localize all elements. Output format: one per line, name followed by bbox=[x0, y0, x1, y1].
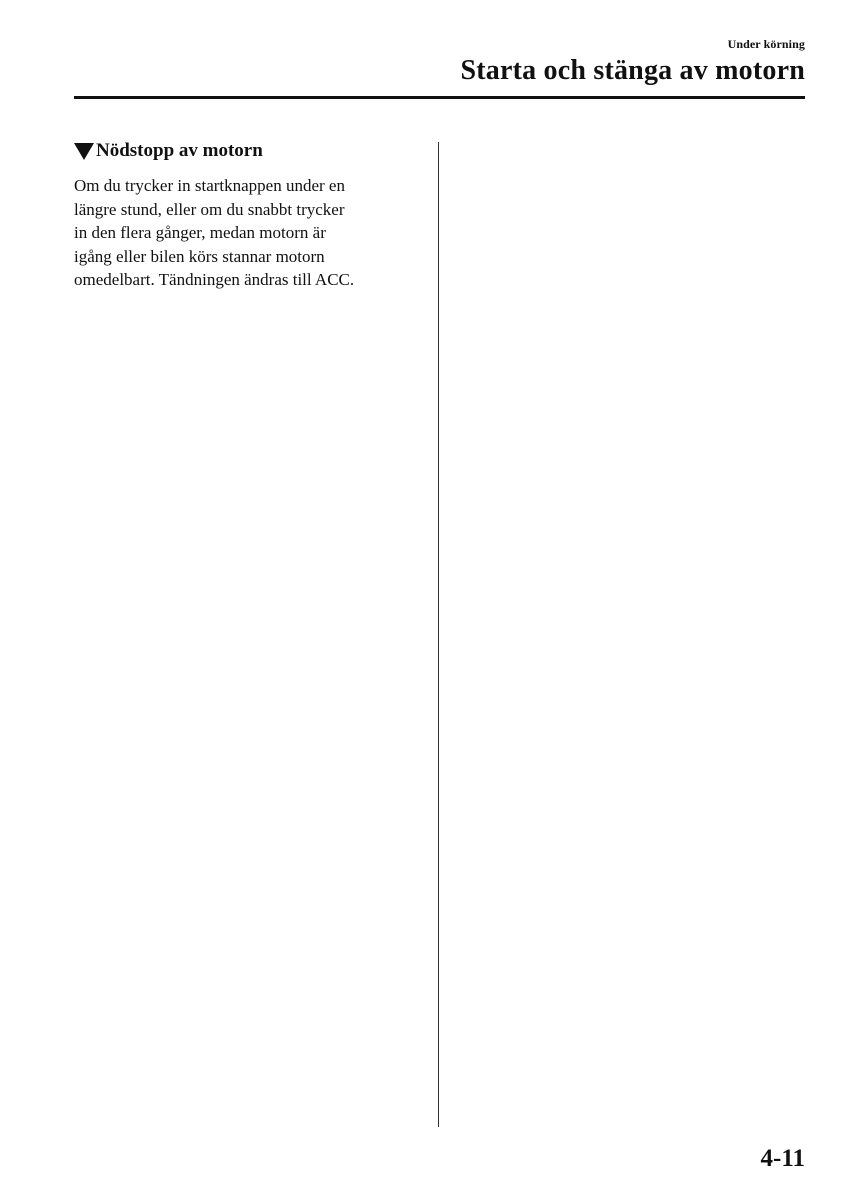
body-paragraph bbox=[74, 174, 424, 292]
column-divider bbox=[438, 142, 439, 1127]
header-rule bbox=[74, 96, 805, 99]
body-line: igång eller bilen körs stannar motorn bbox=[74, 246, 325, 266]
left-column bbox=[74, 140, 424, 292]
body-line: in den flera gånger, medan motorn är bbox=[74, 223, 326, 242]
body-line: omedelbart. Tändningen ändras till ACC. bbox=[74, 270, 355, 289]
page-title: Starta och stänga av motorn bbox=[460, 55, 805, 86]
chapter-label: Under körning bbox=[727, 37, 805, 51]
page-number: 4-11 bbox=[760, 1145, 805, 1172]
body-line: Om du trycker in startknappen under en bbox=[74, 176, 345, 195]
body-line: längre stund, eller om du snabbt trycker bbox=[74, 199, 345, 219]
down-triangle-icon bbox=[74, 143, 94, 160]
section-heading-text: Nödstopp av motorn bbox=[96, 140, 263, 161]
section-heading bbox=[74, 140, 424, 162]
